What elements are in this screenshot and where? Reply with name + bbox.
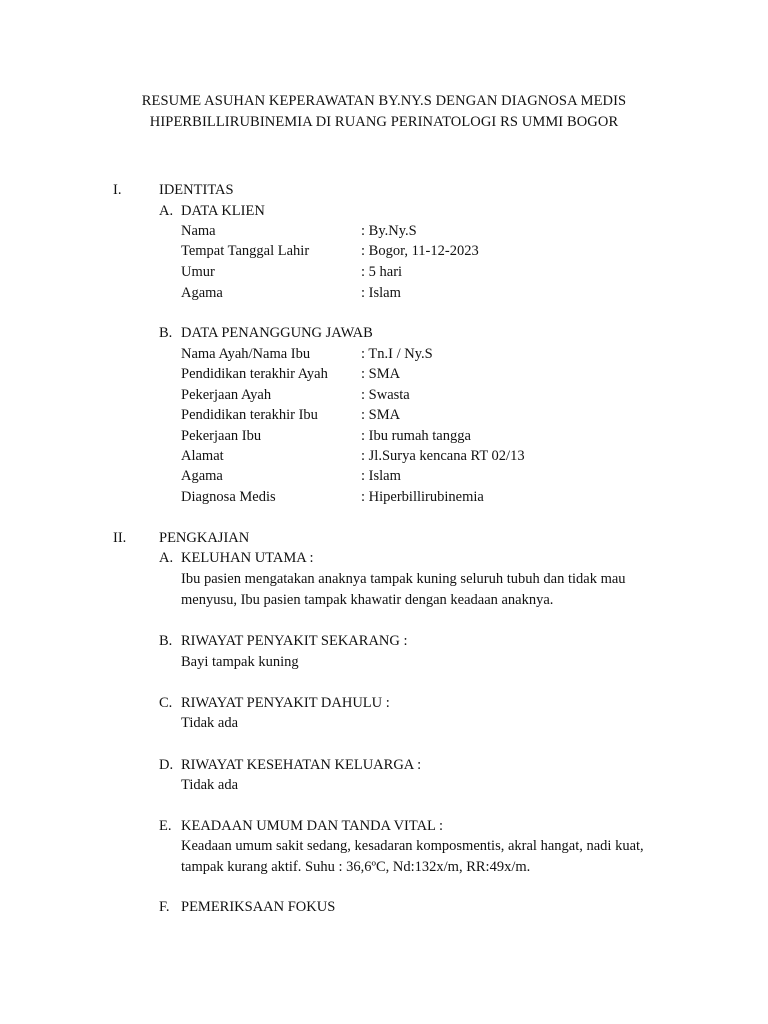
section-1-title: IDENTITAS xyxy=(159,182,234,198)
field-value: : Ibu rumah tangga xyxy=(361,428,471,444)
document-title-line-1: RESUME ASUHAN KEPERAWATAN BY.NY.S DENGAN DIAGNOSA MEDIS xyxy=(141,93,627,109)
subsection-2a-title: KELUHAN UTAMA : xyxy=(181,550,314,566)
document-title-line-2: HIPERBILLIRUBINEMIA DI RUANG PERINATOLOGI RS UMMI BOGOR xyxy=(149,114,619,130)
field-label: Agama xyxy=(181,468,223,484)
subsection-2f-letter: F. xyxy=(159,899,170,915)
field-label: Diagnosa Medis xyxy=(181,489,276,505)
subsection-1a-title: DATA KLIEN xyxy=(181,203,265,219)
subsection-2b-title: RIWAYAT PENYAKIT SEKARANG : xyxy=(181,633,408,649)
past-illness-text: Tidak ada xyxy=(181,715,239,731)
subsection-2f-title: PEMERIKSAAN FOKUS xyxy=(181,899,336,915)
subsection-1b-letter: B. xyxy=(159,325,173,341)
subsection-2d-letter: D. xyxy=(159,757,174,773)
section-1-number: I. xyxy=(113,182,122,198)
field-label: Nama xyxy=(181,223,216,239)
field-label: Alamat xyxy=(181,448,224,464)
field-label: Nama Ayah/Nama Ibu xyxy=(181,346,311,362)
current-illness-text: Bayi tampak kuning xyxy=(181,654,299,670)
subsection-2d-title: RIWAYAT KESEHATAN KELUARGA : xyxy=(181,757,422,773)
field-value: : SMA xyxy=(361,407,401,423)
section-2-number: II. xyxy=(113,530,127,546)
field-value: : Jl.Surya kencana RT 02/13 xyxy=(361,448,525,464)
subsection-1b-title: DATA PENANGGUNG JAWAB xyxy=(181,325,373,341)
field-label: Pekerjaan Ibu xyxy=(181,428,262,444)
subsection-2b-letter: B. xyxy=(159,633,173,649)
field-label: Tempat Tanggal Lahir xyxy=(181,243,310,259)
field-value: : Tn.I / Ny.S xyxy=(361,346,433,362)
field-label: Pendidikan terakhir Ayah xyxy=(181,366,328,382)
field-value: : SMA xyxy=(361,366,401,382)
subsection-2e-letter: E. xyxy=(159,818,172,834)
field-value: : Islam xyxy=(361,285,401,301)
field-value: : Bogor, 11-12-2023 xyxy=(361,243,479,259)
field-value: : Islam xyxy=(361,468,401,484)
vital-signs-text: Keadaan umum sakit sedang, kesadaran komposmentis, akral hangat, nadi kuat, tampak kurang aktif. Suhu : 36,6ºC, Nd:132x/m, RR:49x/m. xyxy=(181,838,644,875)
field-label: Pendidikan terakhir Ibu xyxy=(181,407,318,423)
field-label: Agama xyxy=(181,285,223,301)
field-value: : 5 hari xyxy=(361,264,403,280)
subsection-1a-letter: A. xyxy=(159,203,174,219)
subsection-2c-title: RIWAYAT PENYAKIT DAHULU : xyxy=(181,695,390,711)
field-value: : Swasta xyxy=(361,387,410,403)
subsection-2a-letter: A. xyxy=(159,550,174,566)
section-2-title: PENGKAJIAN xyxy=(159,530,250,546)
field-value: : By.Ny.S xyxy=(361,223,417,239)
field-label: Umur xyxy=(181,264,215,280)
field-label: Pekerjaan Ayah xyxy=(181,387,272,403)
field-value: : Hiperbillirubinemia xyxy=(361,489,484,505)
family-history-text: Tidak ada xyxy=(181,777,239,793)
chief-complaint-text: Ibu pasien mengatakan anaknya tampak kuning seluruh tubuh dan tidak mau menyusu, Ibu pasien tampak khawatir dengan keadaan anaknya. xyxy=(181,571,626,608)
subsection-2e-title: KEADAAN UMUM DAN TANDA VITAL : xyxy=(181,818,444,834)
subsection-2c-letter: C. xyxy=(159,695,173,711)
